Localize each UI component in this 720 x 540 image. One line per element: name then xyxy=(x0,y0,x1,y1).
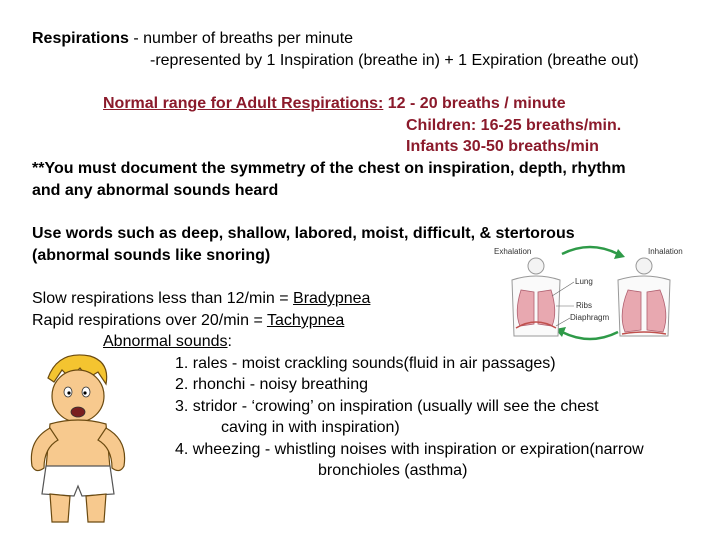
slow-rate-prefix: Slow respirations less than 12/min = xyxy=(32,290,294,307)
represented-line: -represented by 1 Inspiration (breathe in) + 1 Expiration (breathe out) xyxy=(150,52,639,69)
lung-label: Lung xyxy=(575,277,593,286)
abnormal-item-rhonchi: 2. rhonchi - noisy breathing xyxy=(175,376,368,393)
tachypnea-term: Tachypnea xyxy=(266,312,345,329)
document-note-line1: **You must document the symmetry of the chest on inspiration, depth, rhythm xyxy=(32,160,626,177)
adult-range-label: Normal range for Adult Respirations: xyxy=(103,95,384,112)
right-leg-icon xyxy=(86,494,106,522)
diaphragm-label: Diaphragm xyxy=(570,313,610,322)
abnormal-item-wheezing-cont: bronchioles (asthma) xyxy=(318,462,468,479)
document-note-line2: and any abnormal sounds heard xyxy=(32,182,279,199)
exhalation-label: Exhalation xyxy=(494,247,532,256)
adult-range-value: 12 - 20 breaths / minute xyxy=(383,95,566,112)
adult-range-line xyxy=(103,94,566,114)
slow-rate-line xyxy=(32,289,370,309)
words-note-line2: (abnormal sounds like snoring) xyxy=(32,247,271,264)
abnormal-item-rales: 1. rales - moist crackling sounds(fluid in air passages) xyxy=(175,355,556,372)
abnormal-item-wheezing: 4. wheezing - whistling noises with inspiration or expiration(narrow xyxy=(175,441,644,458)
rapid-rate-line xyxy=(32,311,344,331)
rapid-rate-prefix: Rapid respirations over 20/min = xyxy=(32,312,267,329)
words-note-line1: Use words such as deep, shallow, labored, moist, difficult, & stertorous xyxy=(32,225,575,242)
abnormal-heading-text: Abnormal sounds xyxy=(103,333,228,350)
inhalation-label: Inhalation xyxy=(648,247,683,256)
arrow-top-icon xyxy=(562,247,618,254)
ribs-label: Ribs xyxy=(576,301,593,310)
abnormal-heading-colon: : xyxy=(227,333,232,350)
exhalation-figure xyxy=(512,258,560,336)
abnormal-item-stridor-cont: caving in with inspiration) xyxy=(221,419,400,436)
abnormal-item-stridor: 3. stridor - ‘crowing’ on inspiration (usually will see the chest xyxy=(175,398,599,415)
mouth-icon xyxy=(71,407,85,417)
respirations-desc: - number of breaths per minute xyxy=(128,30,354,47)
breathing-diagram xyxy=(490,240,690,344)
left-leg-icon xyxy=(50,494,70,522)
cartoon-character-illustration xyxy=(18,348,138,528)
children-range: Children: 16-25 breaths/min. xyxy=(406,117,622,134)
shorts-icon xyxy=(42,466,114,496)
infants-range: Infants 30-50 breaths/min xyxy=(406,138,599,155)
inhalation-figure xyxy=(618,258,670,336)
arrow-bottom-icon xyxy=(562,332,618,339)
respirations-term: Respirations xyxy=(32,30,129,47)
bradypnea-term: Bradypnea xyxy=(293,290,371,307)
respirations-definition xyxy=(32,29,353,49)
torso-icon xyxy=(46,420,110,468)
